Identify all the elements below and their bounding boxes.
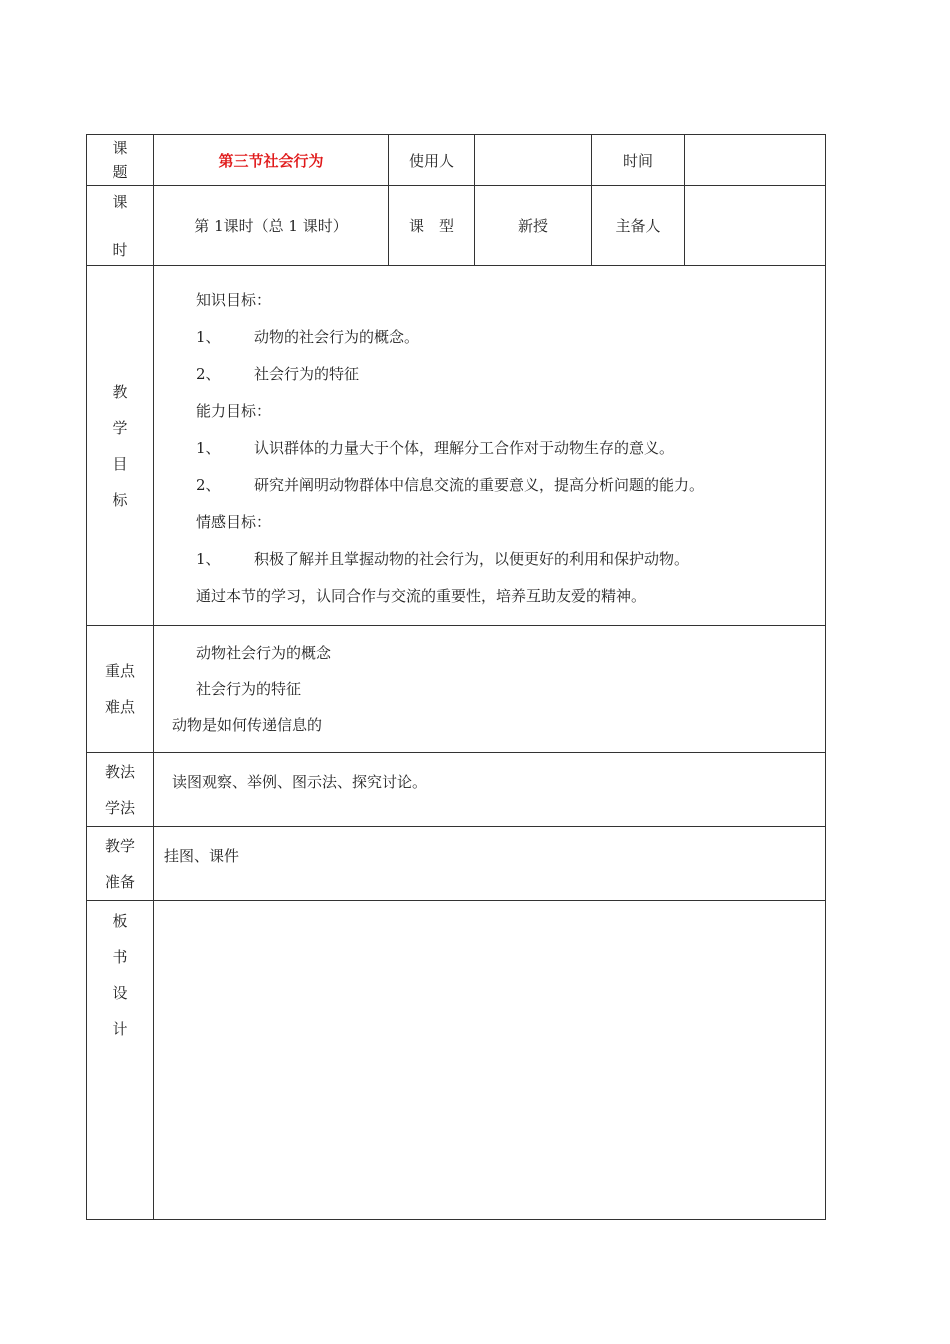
board-row: [87, 901, 826, 1220]
preparation-text: 挂图、课件: [154, 827, 826, 901]
methods-row: [87, 753, 826, 827]
topic-label: 课 题: [87, 135, 154, 186]
period-value: 第 1课时（总 1 课时）: [154, 186, 389, 266]
key-point-item: 社会行为的特征: [196, 680, 302, 698]
objectives-row: [87, 266, 826, 626]
preparer-value[interactable]: [685, 186, 826, 266]
type-label: 课 型: [389, 186, 475, 266]
user-value[interactable]: [475, 135, 592, 186]
preparation-label: 教学 准备: [87, 827, 154, 901]
objectives-label: 教 学 目 标: [87, 266, 154, 626]
key-points-content: [154, 626, 826, 753]
ability-item: 1、 认识群体的力量大于个体，理解分工合作对于动物生存的意义。: [196, 439, 675, 457]
header-row-period: [87, 186, 826, 266]
emotion-item: 1、 积极了解并且掌握动物的社会行为，以便更好的利用和保护动物。: [196, 550, 690, 568]
header-row-topic: [87, 135, 826, 186]
lesson-plan-table: [86, 134, 826, 1220]
ability-heading: 能力目标：: [196, 402, 272, 420]
lesson-title: 第三节社会行为: [154, 135, 389, 186]
preparation-row: [87, 827, 826, 901]
key-point-item: 动物社会行为的概念: [196, 644, 332, 662]
period-label: 课 时: [87, 186, 154, 266]
key-point-item: 动物是如何传递信息的: [172, 716, 323, 734]
board-content[interactable]: [154, 901, 826, 1220]
time-value[interactable]: [685, 135, 826, 186]
knowledge-item: 2、 社会行为的特征: [196, 365, 360, 383]
methods-text: 读图观察、举例、图示法、探究讨论。: [154, 753, 826, 827]
methods-label: 教法 学法: [87, 753, 154, 827]
ability-item: 2、 研究并阐明动物群体中信息交流的重要意义，提高分析问题的能力。: [196, 476, 705, 494]
board-label: 板 书 设 计: [87, 901, 154, 1220]
key-points-row: [87, 626, 826, 753]
preparer-label: 主备人: [592, 186, 685, 266]
emotion-heading: 情感目标：: [196, 513, 272, 531]
user-label: 使用人: [389, 135, 475, 186]
type-value: 新授: [475, 186, 592, 266]
objectives-content: [154, 266, 826, 626]
time-label: 时间: [592, 135, 685, 186]
knowledge-item: 1、 动物的社会行为的概念。: [196, 328, 420, 346]
objectives-closing: 通过本节的学习，认同合作与交流的重要性，培养互助友爱的精神。: [196, 587, 647, 605]
key-points-label: 重点 难点: [87, 626, 154, 753]
knowledge-heading: 知识目标：: [196, 291, 272, 309]
